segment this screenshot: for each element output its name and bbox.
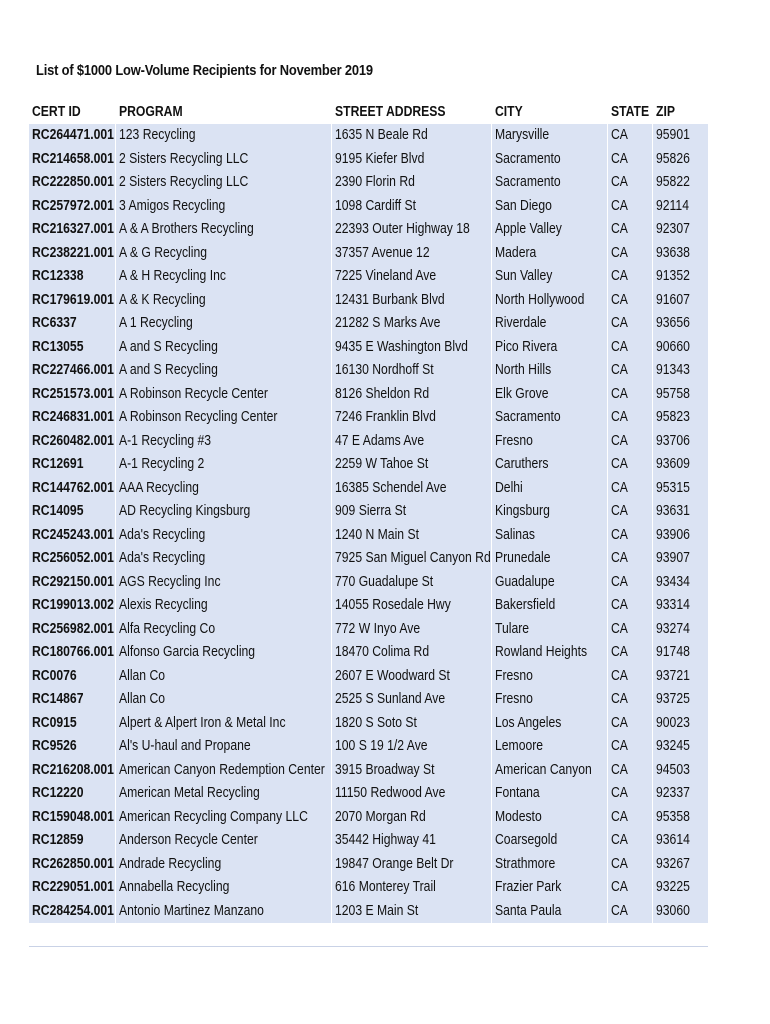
cell-street-address: 770 Guadalupe St (331, 571, 491, 595)
cell-city: Santa Paula (491, 900, 607, 924)
table-row (29, 524, 708, 548)
cell-zip: 93725 (652, 688, 708, 712)
cell-state: CA (607, 171, 652, 195)
cell-cert-id: RC256982.001 (29, 618, 115, 642)
cell-state: CA (607, 618, 652, 642)
cell-city: Los Angeles (491, 712, 607, 736)
cell-cert-id: RC238221.001 (29, 242, 115, 266)
cell-zip: 93274 (652, 618, 708, 642)
cell-state: CA (607, 712, 652, 736)
cell-street-address: 2390 Florin Rd (331, 171, 491, 195)
cell-zip: 91343 (652, 359, 708, 383)
cell-cert-id: RC144762.001 (29, 477, 115, 501)
cell-state: CA (607, 124, 652, 148)
cell-zip: 95315 (652, 477, 708, 501)
cell-zip: 95823 (652, 406, 708, 430)
cell-zip: 95901 (652, 124, 708, 148)
table-row (29, 312, 708, 336)
cell-city: Pico Rivera (491, 336, 607, 360)
cell-city: Sacramento (491, 148, 607, 172)
cell-cert-id: RC264471.001 (29, 124, 115, 148)
cell-zip: 93906 (652, 524, 708, 548)
column-header-state: STATE (607, 100, 652, 124)
table-row (29, 336, 708, 360)
cell-state: CA (607, 735, 652, 759)
cell-zip: 93706 (652, 430, 708, 454)
cell-street-address: 7246 Franklin Blvd (331, 406, 491, 430)
cell-street-address: 2070 Morgan Rd (331, 806, 491, 830)
cell-program: AGS Recycling Inc (115, 571, 331, 595)
cell-city: Sun Valley (491, 265, 607, 289)
cell-state: CA (607, 500, 652, 524)
cell-zip: 92307 (652, 218, 708, 242)
cell-street-address: 2525 S Sunland Ave (331, 688, 491, 712)
cell-city: Elk Grove (491, 383, 607, 407)
cell-zip: 93907 (652, 547, 708, 571)
cell-street-address: 7925 San Miguel Canyon Rd (331, 547, 491, 571)
cell-state: CA (607, 312, 652, 336)
cell-cert-id: RC227466.001 (29, 359, 115, 383)
table-row (29, 876, 708, 900)
cell-zip: 92337 (652, 782, 708, 806)
cell-city: Riverdale (491, 312, 607, 336)
cell-zip: 93060 (652, 900, 708, 924)
cell-program: Anderson Recycle Center (115, 829, 331, 853)
cell-program: A and S Recycling (115, 359, 331, 383)
cell-zip: 91748 (652, 641, 708, 665)
cell-cert-id: RC256052.001 (29, 547, 115, 571)
cell-street-address: 18470 Colima Rd (331, 641, 491, 665)
cell-cert-id: RC284254.001 (29, 900, 115, 924)
cell-state: CA (607, 547, 652, 571)
cell-zip: 93314 (652, 594, 708, 618)
column-header-city: CITY (491, 100, 607, 124)
cell-program: 3 Amigos Recycling (115, 195, 331, 219)
cell-cert-id: RC12859 (29, 829, 115, 853)
cell-state: CA (607, 665, 652, 689)
table-row (29, 218, 708, 242)
cell-program: A 1 Recycling (115, 312, 331, 336)
cell-city: North Hollywood (491, 289, 607, 313)
cell-city: Coarsegold (491, 829, 607, 853)
cell-program: 2 Sisters Recycling LLC (115, 148, 331, 172)
table-row (29, 759, 708, 783)
cell-state: CA (607, 477, 652, 501)
cell-zip: 93434 (652, 571, 708, 595)
cell-program: Alfa Recycling Co (115, 618, 331, 642)
cell-program: A & G Recycling (115, 242, 331, 266)
cell-cert-id: RC0915 (29, 712, 115, 736)
table-row (29, 665, 708, 689)
cell-cert-id: RC14867 (29, 688, 115, 712)
table-body (29, 124, 708, 923)
cell-program: A Robinson Recycling Center (115, 406, 331, 430)
cell-state: CA (607, 430, 652, 454)
cell-cert-id: RC216208.001 (29, 759, 115, 783)
column-header-program: PROGRAM (115, 100, 331, 124)
cell-street-address: 7225 Vineland Ave (331, 265, 491, 289)
table-bottom-border (29, 946, 708, 947)
cell-city: Salinas (491, 524, 607, 548)
cell-street-address: 9195 Kiefer Blvd (331, 148, 491, 172)
cell-state: CA (607, 759, 652, 783)
cell-city: Lemoore (491, 735, 607, 759)
cell-program: Allan Co (115, 665, 331, 689)
cell-cert-id: RC246831.001 (29, 406, 115, 430)
table-row (29, 618, 708, 642)
table-row (29, 195, 708, 219)
cell-city: Rowland Heights (491, 641, 607, 665)
cell-street-address: 16385 Schendel Ave (331, 477, 491, 501)
cell-program: Ada's Recycling (115, 524, 331, 548)
cell-street-address: 1098 Cardiff St (331, 195, 491, 219)
cell-program: Alexis Recycling (115, 594, 331, 618)
cell-state: CA (607, 900, 652, 924)
cell-state: CA (607, 524, 652, 548)
cell-program: A and S Recycling (115, 336, 331, 360)
cell-street-address: 47 E Adams Ave (331, 430, 491, 454)
cell-zip: 93631 (652, 500, 708, 524)
table-row (29, 500, 708, 524)
table-row (29, 594, 708, 618)
cell-state: CA (607, 829, 652, 853)
cell-city: San Diego (491, 195, 607, 219)
cell-state: CA (607, 406, 652, 430)
cell-zip: 95822 (652, 171, 708, 195)
cell-city: Marysville (491, 124, 607, 148)
table-row (29, 571, 708, 595)
cell-street-address: 1820 S Soto St (331, 712, 491, 736)
cell-city: Strathmore (491, 853, 607, 877)
cell-city: Frazier Park (491, 876, 607, 900)
cell-zip: 95358 (652, 806, 708, 830)
cell-zip: 90023 (652, 712, 708, 736)
cell-cert-id: RC12220 (29, 782, 115, 806)
cell-program: Alpert & Alpert Iron & Metal Inc (115, 712, 331, 736)
table-row (29, 900, 708, 924)
cell-zip: 93721 (652, 665, 708, 689)
cell-state: CA (607, 242, 652, 266)
cell-zip: 91607 (652, 289, 708, 313)
cell-street-address: 21282 S Marks Ave (331, 312, 491, 336)
cell-cert-id: RC14095 (29, 500, 115, 524)
cell-program: Al's U-haul and Propane (115, 735, 331, 759)
table-row (29, 806, 708, 830)
cell-city: Apple Valley (491, 218, 607, 242)
cell-cert-id: RC13055 (29, 336, 115, 360)
table-row (29, 829, 708, 853)
cell-city: Sacramento (491, 406, 607, 430)
table-row (29, 712, 708, 736)
cell-cert-id: RC12691 (29, 453, 115, 477)
table-row (29, 148, 708, 172)
cell-zip: 93609 (652, 453, 708, 477)
cell-street-address: 1240 N Main St (331, 524, 491, 548)
table-row (29, 359, 708, 383)
table-row (29, 171, 708, 195)
cell-program: Ada's Recycling (115, 547, 331, 571)
cell-state: CA (607, 336, 652, 360)
cell-cert-id: RC9526 (29, 735, 115, 759)
cell-state: CA (607, 782, 652, 806)
cell-program: 2 Sisters Recycling LLC (115, 171, 331, 195)
cell-cert-id: RC251573.001 (29, 383, 115, 407)
table-row (29, 547, 708, 571)
cell-zip: 93656 (652, 312, 708, 336)
cell-cert-id: RC0076 (29, 665, 115, 689)
cell-street-address: 2607 E Woodward St (331, 665, 491, 689)
cell-program: Alfonso Garcia Recycling (115, 641, 331, 665)
cell-zip: 90660 (652, 336, 708, 360)
cell-city: Modesto (491, 806, 607, 830)
table-row (29, 406, 708, 430)
cell-cert-id: RC245243.001 (29, 524, 115, 548)
cell-street-address: 16130 Nordhoff St (331, 359, 491, 383)
cell-zip: 93638 (652, 242, 708, 266)
table-row (29, 688, 708, 712)
cell-program: AD Recycling Kingsburg (115, 500, 331, 524)
table-row (29, 853, 708, 877)
cell-street-address: 772 W Inyo Ave (331, 618, 491, 642)
table-row (29, 477, 708, 501)
table-row (29, 782, 708, 806)
cell-state: CA (607, 195, 652, 219)
cell-city: Fresno (491, 688, 607, 712)
cell-state: CA (607, 265, 652, 289)
cell-cert-id: RC229051.001 (29, 876, 115, 900)
cell-city: Caruthers (491, 453, 607, 477)
cell-city: Fontana (491, 782, 607, 806)
table-row (29, 383, 708, 407)
cell-zip: 93614 (652, 829, 708, 853)
table-row (29, 242, 708, 266)
cell-street-address: 11150 Redwood Ave (331, 782, 491, 806)
cell-street-address: 12431 Burbank Blvd (331, 289, 491, 313)
cell-program: AAA Recycling (115, 477, 331, 501)
cell-zip: 92114 (652, 195, 708, 219)
cell-cert-id: RC216327.001 (29, 218, 115, 242)
column-header-street-address: STREET ADDRESS (331, 100, 491, 124)
cell-city: Bakersfield (491, 594, 607, 618)
cell-state: CA (607, 876, 652, 900)
cell-program: Antonio Martinez Manzano (115, 900, 331, 924)
cell-state: CA (607, 289, 652, 313)
cell-zip: 91352 (652, 265, 708, 289)
table-row (29, 735, 708, 759)
cell-cert-id: RC292150.001 (29, 571, 115, 595)
cell-cert-id: RC180766.001 (29, 641, 115, 665)
cell-city: Sacramento (491, 171, 607, 195)
cell-program: American Metal Recycling (115, 782, 331, 806)
cell-state: CA (607, 453, 652, 477)
cell-cert-id: RC214658.001 (29, 148, 115, 172)
cell-city: Guadalupe (491, 571, 607, 595)
cell-street-address: 19847 Orange Belt Dr (331, 853, 491, 877)
table-row (29, 453, 708, 477)
cell-program: A-1 Recycling 2 (115, 453, 331, 477)
table-row (29, 124, 708, 148)
cell-cert-id: RC179619.001 (29, 289, 115, 313)
cell-street-address: 37357 Avenue 12 (331, 242, 491, 266)
cell-state: CA (607, 853, 652, 877)
cell-program: A Robinson Recycle Center (115, 383, 331, 407)
cell-program: Andrade Recycling (115, 853, 331, 877)
cell-state: CA (607, 571, 652, 595)
cell-street-address: 22393 Outer Highway 18 (331, 218, 491, 242)
cell-street-address: 616 Monterey Trail (331, 876, 491, 900)
cell-city: North Hills (491, 359, 607, 383)
cell-program: Allan Co (115, 688, 331, 712)
cell-street-address: 9435 E Washington Blvd (331, 336, 491, 360)
cell-state: CA (607, 688, 652, 712)
cell-state: CA (607, 594, 652, 618)
cell-program: A & H Recycling Inc (115, 265, 331, 289)
cell-cert-id: RC159048.001 (29, 806, 115, 830)
table-row (29, 265, 708, 289)
document-title: List of $1000 Low-Volume Recipients for November 2019 (36, 62, 373, 79)
cell-state: CA (607, 148, 652, 172)
cell-city: Fresno (491, 665, 607, 689)
cell-program: A & K Recycling (115, 289, 331, 313)
cell-program: A-1 Recycling #3 (115, 430, 331, 454)
cell-city: Kingsburg (491, 500, 607, 524)
column-header-zip: ZIP (652, 100, 708, 124)
column-header-cert-id: CERT ID (29, 100, 115, 124)
cell-state: CA (607, 383, 652, 407)
cell-city: Fresno (491, 430, 607, 454)
cell-street-address: 1635 N Beale Rd (331, 124, 491, 148)
cell-city: Tulare (491, 618, 607, 642)
cell-cert-id: RC222850.001 (29, 171, 115, 195)
cell-cert-id: RC260482.001 (29, 430, 115, 454)
cell-state: CA (607, 359, 652, 383)
cell-street-address: 3915 Broadway St (331, 759, 491, 783)
cell-city: Prunedale (491, 547, 607, 571)
cell-program: Annabella Recycling (115, 876, 331, 900)
cell-cert-id: RC12338 (29, 265, 115, 289)
cell-street-address: 35442 Highway 41 (331, 829, 491, 853)
cell-zip: 94503 (652, 759, 708, 783)
cell-state: CA (607, 641, 652, 665)
cell-cert-id: RC199013.002 (29, 594, 115, 618)
cell-zip: 95826 (652, 148, 708, 172)
cell-city: Madera (491, 242, 607, 266)
cell-zip: 93245 (652, 735, 708, 759)
cell-program: American Canyon Redemption Center (115, 759, 331, 783)
cell-street-address: 14055 Rosedale Hwy (331, 594, 491, 618)
cell-zip: 93267 (652, 853, 708, 877)
table-row (29, 430, 708, 454)
cell-state: CA (607, 218, 652, 242)
cell-street-address: 909 Sierra St (331, 500, 491, 524)
table-row (29, 641, 708, 665)
cell-city: American Canyon (491, 759, 607, 783)
table-row (29, 289, 708, 313)
cell-zip: 93225 (652, 876, 708, 900)
cell-program: American Recycling Company LLC (115, 806, 331, 830)
cell-street-address: 2259 W Tahoe St (331, 453, 491, 477)
recipients-table (29, 100, 709, 923)
cell-city: Delhi (491, 477, 607, 501)
cell-street-address: 100 S 19 1/2 Ave (331, 735, 491, 759)
cell-zip: 95758 (652, 383, 708, 407)
cell-street-address: 1203 E Main St (331, 900, 491, 924)
cell-cert-id: RC262850.001 (29, 853, 115, 877)
cell-cert-id: RC257972.001 (29, 195, 115, 219)
cell-cert-id: RC6337 (29, 312, 115, 336)
cell-program: A & A Brothers Recycling (115, 218, 331, 242)
cell-program: 123 Recycling (115, 124, 331, 148)
table-header-row (29, 100, 708, 124)
cell-street-address: 8126 Sheldon Rd (331, 383, 491, 407)
cell-state: CA (607, 806, 652, 830)
